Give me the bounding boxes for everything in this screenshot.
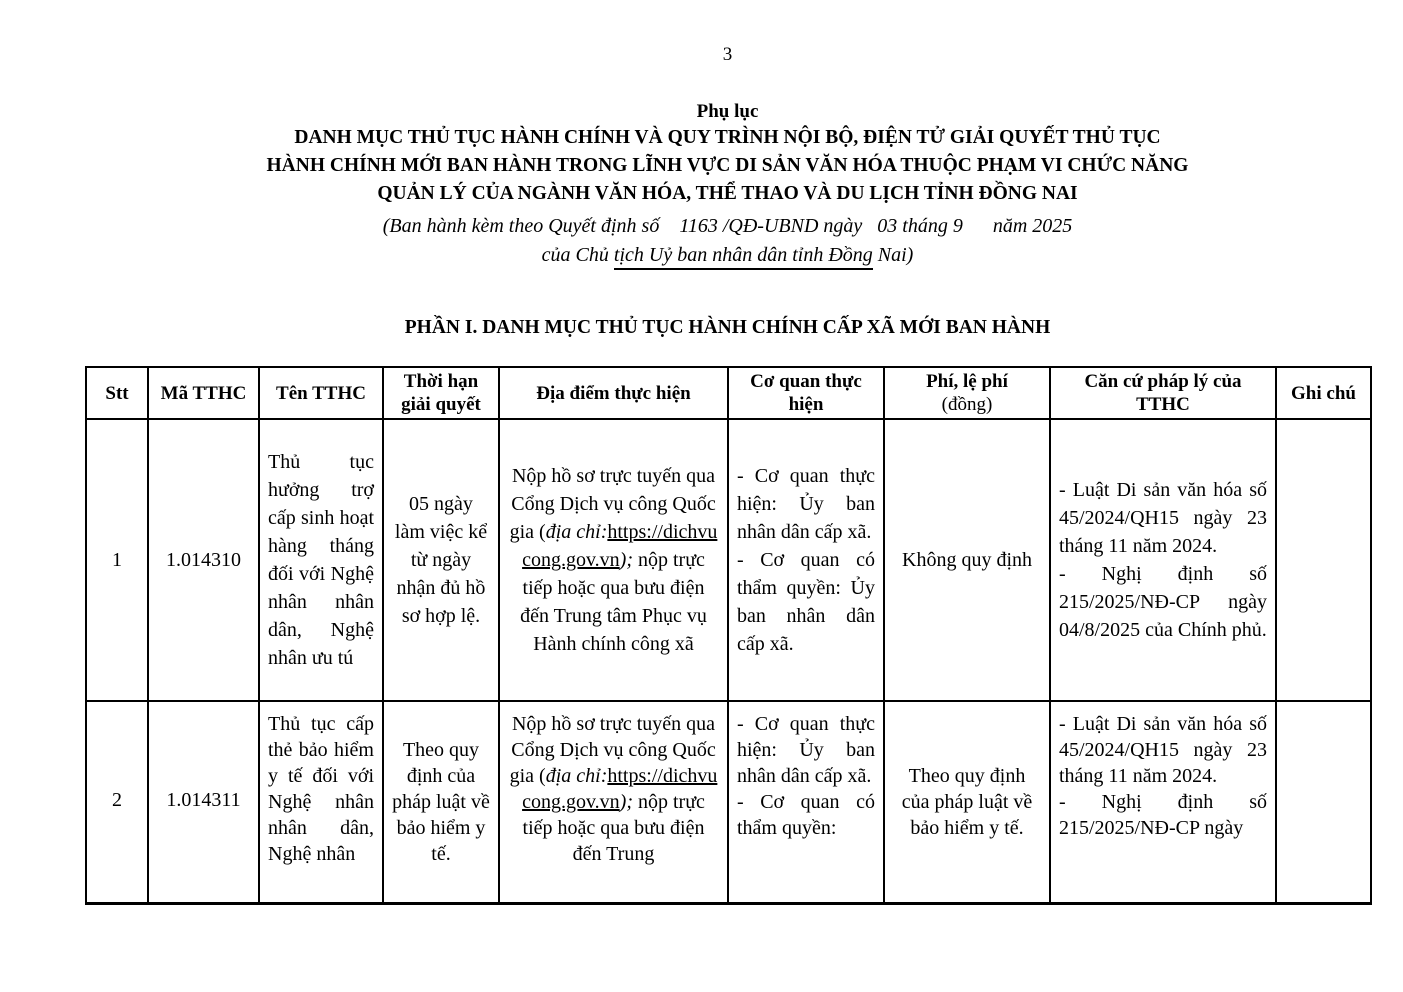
cell-dia-diem: [499, 419, 728, 701]
co-quan-tham-quyen: - Cơ quan có thẩm quyền:: [737, 791, 875, 839]
header-cell-phi: [884, 367, 1050, 419]
header-cell-ghi-chu: Ghi chú: [1276, 367, 1371, 419]
dichvucong-link[interactable]: https://dichvucong.gov.vn: [522, 765, 718, 813]
cell-ma-tthc: 1.014310: [148, 419, 259, 701]
document-title-line-3: QUẢN LÝ CỦA NGÀNH VĂN HÓA, THỂ THAO VÀ DU LỊCH TỈNH ĐỒNG NAI: [377, 183, 1078, 204]
dichvucong-link[interactable]: https://dichvucong.gov.vn: [522, 521, 718, 571]
document-title-line-2: HÀNH CHÍNH MỚI BAN HÀNH TRONG LĨNH VỰC DI SẢN VĂN HÓA THUỘC PHẠM VI CHỨC NĂNG: [266, 155, 1189, 176]
dia-diem-post: nộp trực tiếp hoặc qua bưu điện đến Trung tâm Phục vụ Hành chính công xã: [520, 549, 707, 655]
dia-diem-italic-label: địa chỉ:: [545, 521, 608, 543]
cell-co-quan: [728, 701, 884, 904]
can-cu-luat: - Luật Di sản văn hóa số 45/2024/QH15 ngày 23 tháng 11 năm 2024.: [1059, 713, 1267, 787]
header-can-cu-line-1: Căn cứ pháp lý của: [1084, 371, 1242, 392]
cell-ma-tthc: [148, 701, 259, 904]
co-quan-thuc-hien: - Cơ quan thực hiện: Ủy ban nhân dân cấp xã.: [737, 465, 875, 543]
phi-value: Theo quy định của pháp luật về bảo hiểm y tế.: [901, 765, 1033, 839]
cell-thoi-han: [383, 701, 499, 904]
cell-ghi-chu: [1276, 419, 1371, 701]
document-page: [85, 0, 1370, 905]
page-number: 3: [722, 44, 733, 65]
can-cu-nghi-dinh: - Nghị định số 215/2025/NĐ-CP ngày 04/8/2025 của Chính phủ.: [1059, 563, 1267, 641]
co-quan-tham-quyen: - Cơ quan có thẩm quyền: Ủy ban nhân dân cấp xã.: [737, 549, 875, 655]
co-quan-thuc-hien: - Cơ quan thực hiện: Ủy ban nhân dân cấp xã.: [737, 713, 875, 787]
cell-can-cu: [1050, 701, 1276, 904]
cell-phi: [884, 701, 1050, 904]
subtitle-post: Nai): [872, 244, 914, 266]
ma-value: 1.014311: [166, 789, 241, 811]
thoi-han-value: Theo quy định của pháp luật về bảo hiểm y tế.: [392, 739, 490, 865]
header-cell-ten-tthc: Tên TTHC: [259, 367, 383, 419]
dia-diem-pre: Nộp hồ sơ trực tuyến qua Cổng Dịch vụ công Quốc gia (: [509, 713, 716, 787]
header-phi-unit: (đồng): [941, 394, 993, 415]
dia-diem-pre: Nộp hồ sơ trực tuyến qua Cổng Dịch vụ công Quốc gia (: [509, 465, 716, 543]
cell-stt: [86, 701, 148, 904]
header-cell-ma-tthc: Mã TTHC: [148, 367, 259, 419]
dia-diem-italic-label: địa chỉ:: [545, 765, 608, 787]
cell-stt: 1: [86, 419, 148, 701]
section-heading: PHẦN I. DANH MỤC THỦ TỤC HÀNH CHÍNH CẤP XÃ MỚI BAN HÀNH: [404, 317, 1051, 338]
cell-ghi-chu: [1276, 701, 1371, 904]
header-cell-can-cu: [1050, 367, 1276, 419]
header-cell-thoi-han: Thời hạn giải quyết: [383, 367, 499, 419]
appendix-label: Phụ lục: [696, 101, 759, 122]
dia-diem-post: nộp trực tiếp hoặc qua bưu điện đến Trung: [522, 791, 705, 865]
procedures-table: [85, 366, 1372, 905]
cell-thoi-han: 05 ngày làm việc kể từ ngày nhận đủ hồ sơ hợp lệ.: [383, 419, 499, 701]
cell-ten-tthc: Thủ tục hưởng trợ cấp sinh hoạt hàng tháng đối với Nghệ nhân nhân dân, Nghệ nhân ưu tú: [259, 419, 383, 701]
table-row-2: [86, 701, 1371, 904]
header-cell-dia-diem: Địa điểm thực hiện: [499, 367, 728, 419]
dia-diem-italic-close: );: [619, 549, 633, 571]
header-cell-stt: Stt: [86, 367, 148, 419]
table-header-row: [86, 367, 1371, 419]
subtitle-underlined-segment: tịch Uỷ ban nhân dân tỉnh Đồng: [614, 244, 873, 270]
cell-co-quan: [728, 419, 884, 701]
decision-subtitle-line-2: [85, 241, 1370, 270]
cell-dia-diem: [499, 701, 728, 904]
cell-ten-tthc: [259, 701, 383, 904]
document-title-line-1: DANH MỤC THỦ TỤC HÀNH CHÍNH VÀ QUY TRÌNH NỘI BỘ, ĐIỆN TỬ GIẢI QUYẾT THỦ TỤC: [294, 127, 1161, 148]
header-cell-co-quan: Cơ quan thực hiện: [728, 367, 884, 419]
cell-can-cu: [1050, 419, 1276, 701]
subtitle-pre: của Chủ: [541, 244, 614, 266]
document-title: [85, 124, 1370, 208]
dia-diem-italic-close: );: [619, 791, 633, 813]
cell-phi: Không quy định: [884, 419, 1050, 701]
can-cu-nghi-dinh: - Nghị định số 215/2025/NĐ-CP ngày: [1059, 791, 1267, 839]
ten-value: Thủ tục cấp thẻ bảo hiểm y tế đối với Nghệ nhân nhân dân, Nghệ nhân: [268, 713, 374, 865]
can-cu-luat: - Luật Di sản văn hóa số 45/2024/QH15 ngày 23 tháng 11 năm 2024.: [1059, 479, 1267, 557]
header-phi-title: Phí, lệ phí: [926, 371, 1008, 392]
stt-value: 2: [112, 789, 122, 811]
table-row-1: [86, 419, 1371, 701]
header-can-cu-line-2: TTHC: [1136, 394, 1190, 415]
decision-subtitle-line-1: (Ban hành kèm theo Quyết định số 1163 /QĐ-UBND ngày 03 tháng 9 năm 2025: [382, 215, 1073, 237]
